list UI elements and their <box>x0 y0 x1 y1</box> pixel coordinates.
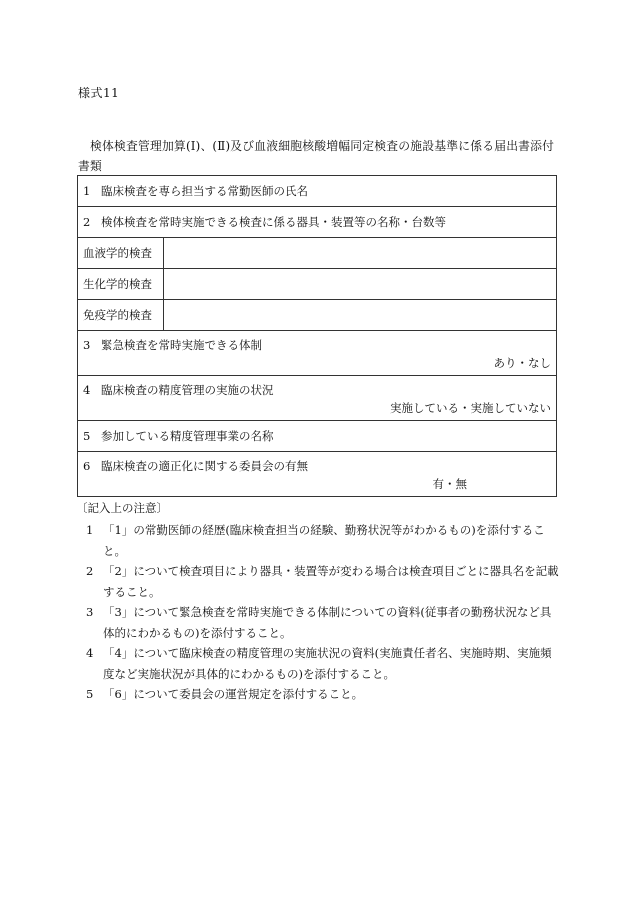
item-4-cell[interactable] <box>78 376 557 421</box>
note-item <box>86 643 561 684</box>
item-2-cell <box>78 207 557 238</box>
item-3-number: 3 <box>83 338 91 352</box>
item-5-number: 5 <box>83 429 91 443</box>
item-3-label: 緊急検査を常時実施できる体制 <box>101 338 262 352</box>
note-item <box>86 602 561 643</box>
item-6-cell[interactable] <box>78 452 557 497</box>
note-item <box>86 684 561 705</box>
item-1-label: 臨床検査を専ら担当する常勤医師の氏名 <box>101 184 308 198</box>
note-number: 3 <box>86 605 94 619</box>
item-4-number: 4 <box>83 383 91 397</box>
category-input-biochem[interactable] <box>164 269 557 300</box>
note-text: 「4」について臨床検査の精度管理の実施状況の資料(実施責任者名、実施時期、実施頻度など実施状況が具体的にわかるもの)を添付すること。 <box>103 646 552 681</box>
item-1-cell[interactable] <box>78 176 557 207</box>
item-5-cell[interactable] <box>78 421 557 452</box>
category-input-immuno[interactable] <box>164 300 557 331</box>
notes-heading: 〔記入上の注意〕 <box>76 501 168 515</box>
item-5-label: 参加している精度管理事業の名称 <box>101 429 274 443</box>
item-6-number: 6 <box>83 459 91 473</box>
row-category-blood <box>78 238 557 269</box>
item-6-options[interactable]: 有・無 <box>432 477 467 491</box>
item-4-label: 臨床検査の精度管理の実施の状況 <box>101 383 274 397</box>
note-text: 「1」の常勤医師の経歴(臨床検査担当の経験、勤務状況等がわかるもの)を添付すること。 <box>103 523 545 558</box>
note-number: 2 <box>86 564 94 578</box>
note-item <box>86 520 561 561</box>
item-6-label: 臨床検査の適正化に関する委員会の有無 <box>101 459 308 473</box>
form-table <box>77 175 557 497</box>
row-item-1 <box>78 176 557 207</box>
item-2-label: 検体検査を常時実施できる検査に係る器具・装置等の名称・台数等 <box>101 215 446 229</box>
row-item-2 <box>78 207 557 238</box>
row-category-biochem <box>78 269 557 300</box>
row-item-4 <box>78 376 557 421</box>
item-3-cell[interactable] <box>78 331 557 376</box>
row-item-6 <box>78 452 557 497</box>
item-4-options[interactable]: 実施している・実施していない <box>390 401 551 415</box>
note-number: 5 <box>86 687 94 701</box>
item-2-number: 2 <box>83 215 91 229</box>
notes-list <box>86 520 561 705</box>
row-item-5 <box>78 421 557 452</box>
item-3-options[interactable]: あり・なし <box>493 356 551 370</box>
category-label-immuno: 免疫学的検査 <box>78 300 164 331</box>
note-text: 「6」について委員会の運営規定を添付すること。 <box>103 687 364 701</box>
form-number: 様式11 <box>78 86 120 100</box>
category-label-biochem: 生化学的検査 <box>78 269 164 300</box>
item-1-number: 1 <box>83 184 91 198</box>
row-item-3 <box>78 331 557 376</box>
row-category-immuno <box>78 300 557 331</box>
category-label-blood: 血液学的検査 <box>78 238 164 269</box>
note-text: 「3」について緊急検査を常時実施できる体制についての資料(従事者の勤務状況など具体的にわかるもの)を添付すること。 <box>103 605 552 640</box>
note-number: 4 <box>86 646 94 660</box>
category-input-blood[interactable] <box>164 238 557 269</box>
note-item <box>86 561 561 602</box>
document-title: 検体検査管理加算(Ⅰ)、(Ⅱ)及び血液細胞核酸増幅同定検査の施設基準に係る届出書添付書類 <box>78 139 555 173</box>
note-text: 「2」について検査項目により器具・装置等が変わる場合は検査項目ごとに器具名を記載すること。 <box>103 564 559 599</box>
note-number: 1 <box>86 523 94 537</box>
